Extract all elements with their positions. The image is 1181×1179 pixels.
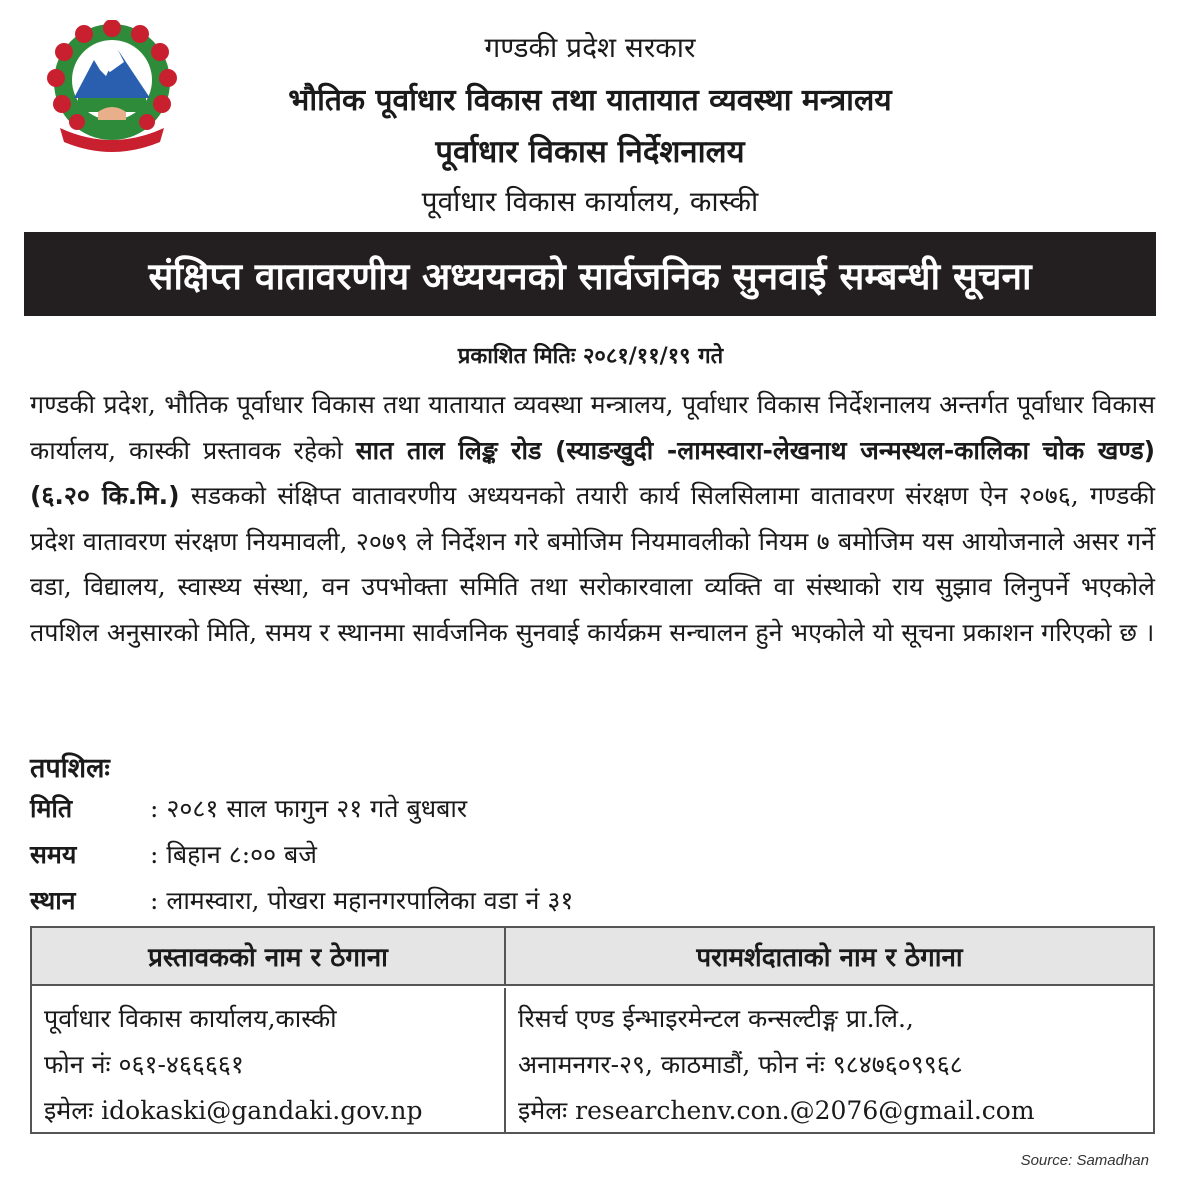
body-text-part2: सडकको संक्षिप्त वातावरणीय अध्ययनको तयारी कार्य सिलसिलामा वातावरण संरक्षण ऐन २०७६, गण्डकी प्रदेश वातावरण संरक्षण नियमावली, २०७९ ले निर्देशन गरे बमोजिम नियमावलीको नियम ७ बमोजिम यस आयोजनाले असर गर्ने वडा, विद्यालय, स्वास्थ्य संस्था, वन उपभोक्ता समिति तथा सरोकारवाला व्यक्ति वा संस्थाको राय सुझाव लिनुपर्ने भएकोले तपशिल अनुसारको मिति, समय र स्थानमा सार्वजनिक सुनवाई कार्यक्रम सन्चालन हुने भएकोले यो सूचना प्रकाशन गरिएको छ । (30, 481, 1156, 647)
consultant-header: परामर्शदाताको नाम र ठेगाना (506, 928, 1153, 986)
time-value: : बिहान ८:०० बजे (150, 840, 317, 869)
time-label: समय (30, 840, 77, 869)
ministry-heading: भौतिक पूर्वाधार विकास तथा यातायात व्यवस्था मन्त्रालय (288, 83, 892, 118)
date-label: मिति (30, 794, 73, 823)
details-heading: तपशिलः (30, 753, 110, 784)
consultant-name: रिसर्च एण्ड ईन्भाइरमेन्टल कन्सल्टीङ्ग प्रा.लि., (518, 1004, 914, 1033)
body-text-part1: गण्डकी प्रदेश, भौतिक पूर्वाधार विकास तथा यातायात व्यवस्था मन्त्रालय, पूर्वाधार विकास निर्देशनालय अन्तर्गत पूर्वाधार विकास कार्यालय, कास्की प्रस्तावक रहेको (30, 390, 1155, 465)
proponent-header: प्रस्तावकको नाम र ठेगाना (32, 928, 506, 986)
province-government-heading: गण्डकी प्रदेश सरकार (484, 31, 696, 64)
source-credit: Source: Samadhan (1020, 1152, 1149, 1169)
place-label: स्थान (30, 886, 76, 915)
detail-row-place (30, 878, 573, 922)
proponent-name: पूर्वाधार विकास कार्यालय,कास्की (44, 1004, 337, 1033)
notice-title: संक्षिप्त वातावरणीय अध्ययनको सार्वजनिक सुनवाई सम्बन्धी सूचना (24, 232, 1156, 316)
directorate-heading: पूर्वाधार विकास निर्देशनालय (435, 134, 745, 170)
notice-body (30, 382, 1155, 655)
detail-row-time (30, 832, 317, 876)
proponent-email: इमेलः idokaski@gandaki.gov.np (44, 1096, 423, 1125)
office-heading: पूर्वाधार विकास कार्यालय, कास्की (421, 185, 759, 218)
project-name: सात ताल लिङ्क रोड (स्याङखुदी -लामस्वारा-लेखनाथ जन्मस्थल-कालिका चोक खण्ड) (६.२० कि.मि.) (30, 435, 1155, 510)
published-date: प्रकाशित मितिः २०८१/११/१९ गते (457, 344, 724, 369)
contact-table (30, 926, 1155, 1134)
proponent-cell (32, 988, 506, 1132)
consultant-cell (506, 988, 1153, 1132)
place-value: : लामस्वारा, पोखरा महानगरपालिका वडा नं ३१ (150, 886, 574, 915)
date-value: : २०८१ साल फागुन २१ गते बुधबार (150, 794, 468, 823)
proponent-phone: फोन नंः ०६१-४६६६६१ (44, 1050, 244, 1079)
consultant-address-phone: अनामनगर-२९, काठमाडौं, फोन नंः ९८४७६०९९६८ (518, 1050, 963, 1079)
detail-row-date (30, 786, 467, 830)
consultant-email: इमेलः researchenv.con.@2076@gmail.com (518, 1096, 1035, 1125)
